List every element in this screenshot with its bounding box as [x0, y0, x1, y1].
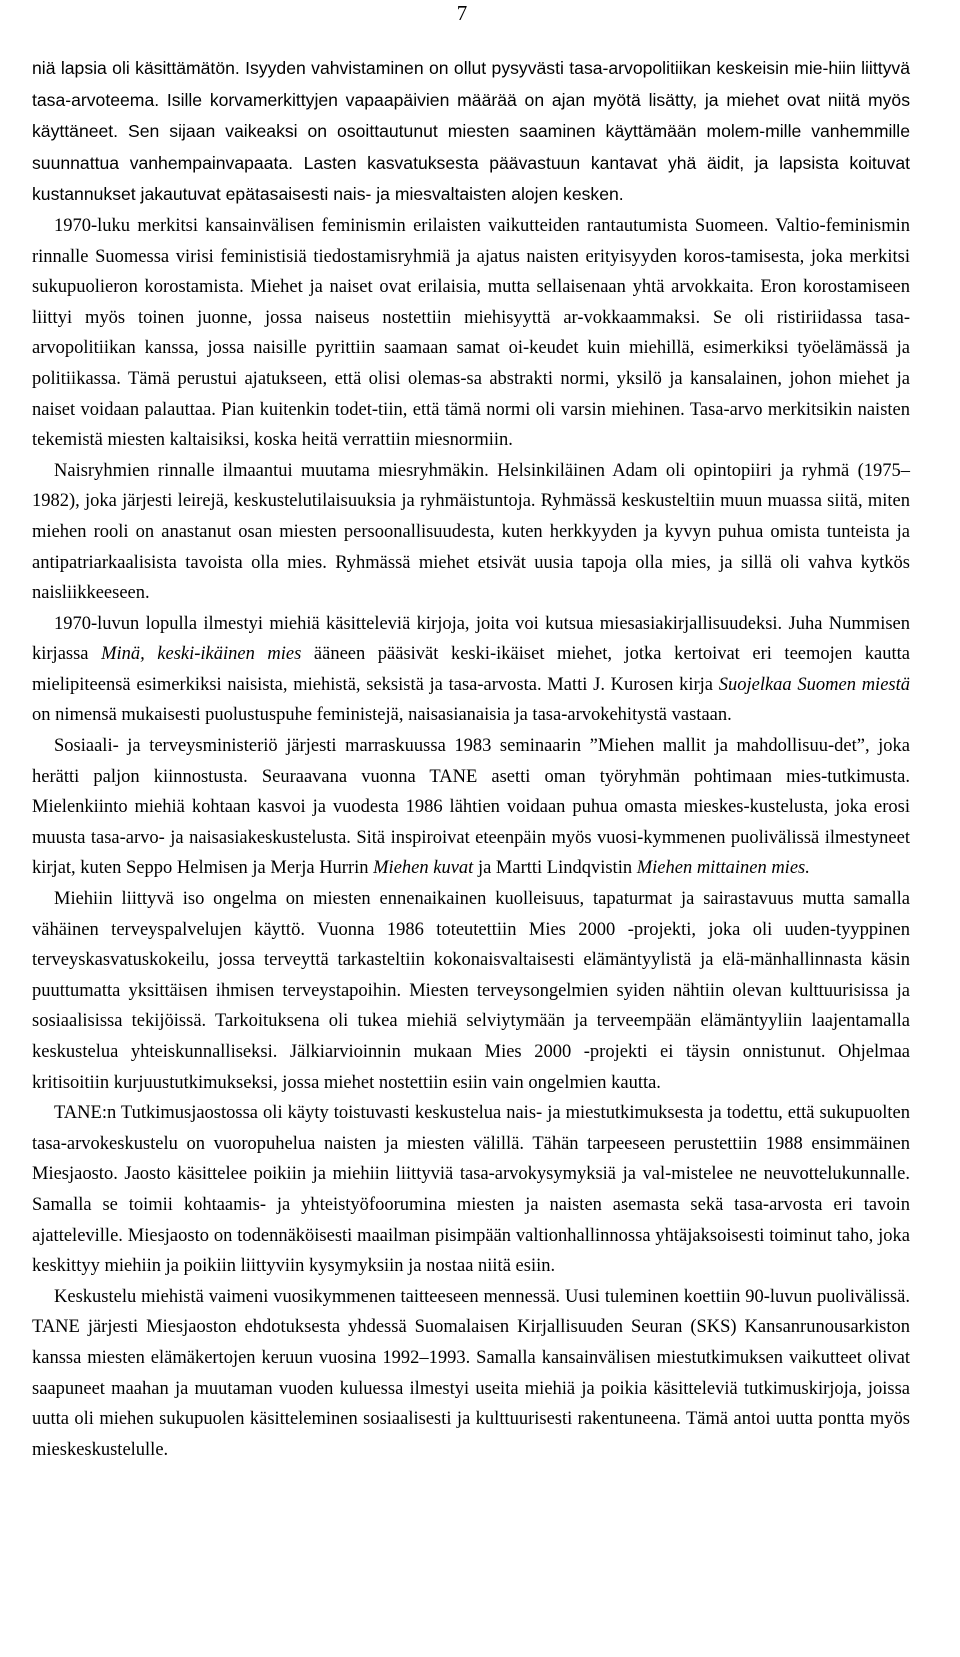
text-segment: TANE:n Tutkimusjaostossa oli käyty toistuvasti keskustelua nais- ja miestutkimuksesta ja todettu, että sukupuolten tasa-arvokeskustelu on vuoropuhelua naisten ja miesten välillä. Tähän tarpeeseen perustettiin 1988 ensimmäinen Miesjaosto. Jaosto käsittelee poikiin ja miehiin liittyviä tasa-arvokysymyksiä ja val-mistelee ne neuvottelukunnalle. Samalla se toimii kohtaamis- ja yhteistyöfoorumina miesten ja naisten asemasta sekä tasa-arvosta eri tavoin ajatteleville. Miesjaosto on todennäköisesti maailman pisimpään valtionhallinnossa yhtäjaksoisesti toiminut taho, joka keskittyy miehiin ja poikiin liittyviin kysymyksiin ja nostaa niitä esiin. [32, 1103, 910, 1277]
body-text [32, 53, 910, 1465]
paragraph-4 [32, 609, 910, 731]
paragraph-8 [32, 1282, 910, 1466]
paragraph-3 [32, 456, 910, 609]
book-title: Miehen mittainen mies. [636, 858, 810, 879]
paragraph-6 [32, 884, 910, 1098]
text-segment: Naisryhmien rinnalle ilmaantui muutama miesryhmäkin. Helsinkiläinen Adam oli opintopiiri ja ryhmä (1975–1982), joka järjesti leirejä, keskustelutilaisuuksia ja ryhmäistuntoja. Ryhmässä keskusteltiin muun muassa siitä, miten miehen rooli on anastanut osan miesten persoonallisuudesta, kuten herkkyyden ja kyvyn puhua omista tunteista ja antipatriarkaalisista tavoista olla mies. Ryhmässä miehet etsivät uusia tapoja olla mies, ja sillä oli vahva kytkös naisliikkeeseen. [32, 460, 910, 604]
text-segment: Sosiaali- ja terveysministeriö järjesti marraskuussa 1983 seminaarin ”Miehen mallit ja mahdollisuu-det”, joka herätti paljon kiinnostusta. Seuraavana vuonna TANE asetti oman työryhmän pohtimaan mies-tutkimusta. Mielenkiinto miehiä kohtaan kasvoi ja vuodesta 1986 lähtien voidaan puhua omasta mieskes-kustelusta, joka erosi muusta tasa-arvo- ja naisasiakeskustelusta. Sitä inspiroivat eteenpäin myös vuosi-kymmenen puolivälissä ilmestyneet kirjat, kuten Seppo Helmisen ja Merja Hurrin [32, 736, 910, 879]
text-segment: ja Martti Lindqvistin [473, 858, 637, 879]
text-segment: 1970-luku merkitsi kansainvälisen feminismin erilaisten vaikutteiden rantautumista Suomeen. Valtio-feminismin rinnalle Suomessa virisi feministisiä tiedostamisryhmiä ja ajatus naisten erityisyyden koros-tamisesta, joka merkitsi sukupuolieron korostamista. Miehet ja naiset ovat erilaisia, mutta sellaisenaan yhtä arvokkaita. Eron korostamiseen liittyi myös toinen juonne, jossa naiseus nostettiin miehisyyttä ar-vokkaammaksi. Se oli ristiriidassa tasa-arvopolitiikan kanssa, jossa naisille pyrittiin saamaan samat oi-keudet kuin miehillä, esimerkiksi työelämässä ja politiikassa. Tämä perustui ajatukseen, että olisi olemas-sa abstrakti normi, yksilö ja kansalainen, johon miehet ja naiset voidaan palauttaa. Pian kuitenkin todet-tiin, että tämä normi oli varsin miehinen. Tasa-arvo merkitsikin naisten tekemistä miesten kaltaisiksi, koska heitä verrattiin miesnormiin. [32, 215, 910, 451]
text-segment: Keskustelu miehistä vaimeni vuosikymmenen taitteeseen mennessä. Uusi tuleminen koettiin 90-luvun puolivälissä. TANE järjesti Miesjaoston ehdotuksesta yhdessä Suomalaisen Kirjallisuuden Seuran (SKS) Kansanrunousarkiston kanssa miesten elämäkertojen keruun vuosina 1992–1993. Samalla kansainvälisen miestutkimuksen vaikutteet olivat saapuneet maahan ja muutaman vuoden kuluessa ilmestyi useita miehiä ja poikia käsitteleviä tutkimuskirjoja, joissa uutta oli miehen sukupuolen käsitteleminen sosiaalisesti ja kulttuurisesti rakentuneena. Tämä antoi uutta pontta myös mieskeskustelulle. [32, 1286, 910, 1460]
page-number: 7 [456, 1, 468, 25]
book-title: Miehen kuvat [373, 858, 474, 879]
text-segment: on nimensä mukaisesti puolustuspuhe feministejä, naisasianaisia ja tasa-arvokehitystä vastaan. [32, 705, 732, 726]
text-segment: Sen sijaan vaikeaksi on osoittautunut miesten saaminen käyttämään molem-mille vanhemmille suunnattua vanhempainvapaata. Lasten kasvatuksesta päävastuun kantavat yhä äidit, ja lapsista koituvat kustannukset jakautuvat epätasaisesti nais- ja miesvaltaisten alojen kesken. [32, 121, 910, 205]
book-title: Minä, keski-ikäinen mies [101, 644, 302, 665]
text-segment: ääneen pääsivät keski-ikäiset miehet, jotka kertoivat eri teemojen kautta mielipiteensä esimerkiksi naisista, miehistä, seksistä ja tasa-arvosta. Matti J. Kurosen kirja [32, 644, 910, 695]
paragraph-5 [32, 731, 910, 884]
paragraph-7 [32, 1098, 910, 1282]
paragraph-1 [32, 53, 910, 211]
text-segment: Miehiin liittyvä iso ongelma on miesten ennenaikainen kuolleisuus, tapaturmat ja sairastavuus mutta samalla vähäinen terveyspalvelujen käyttö. Vuonna 1986 toteutettiin Mies 2000 -projekti, joka oli uuden-tyyppinen terveyskasvatuskokeilu, jossa terveyttä tarkasteltiin kokonaisvaltaisesti elämäntyylistä ja elä-mänhallinnasta käsin puuttumatta yksittäisen ihmisen terveystapoihin. Miesten terveysongelmien syiden nähtiin olevan kulttuurisissa ja sosiaalisissa tekijöissä. Tarkoituksena oli tukea miehiä selviytymään ja terveempään elämäntyyliin laajentamalla keskustelua yhteiskunnalliseksi. Jälkiarvioinnin mukaan Mies 2000 -projekti ei täysin onnistunut. Ohjelmaa kritisoitiin kurjuustutkimukseksi, jossa miehet nostettiin esiin vain ongelmien kautta. [32, 889, 910, 1093]
book-title: Suojelkaa Suomen miestä [718, 674, 910, 695]
text-segment: 1970-luvun lopulla ilmestyi miehiä käsitteleviä kirjoja, joita voi kutsua miesasiakirjallisuudeksi. Juha Nummisen kirjassa [32, 613, 910, 665]
text-segment: niä lapsia oli käsittämätön. Isyyden vahvistaminen on ollut pysyvästi tasa-arvopolitiikan keskeisin mie-hiin liittyvä tasa-arvoteema. Isille korvamerkittyjen vapaapäivien määrää on ajan myötä lisätty, ja miehet ovat niitä myös käyttäneet. [32, 58, 910, 142]
paragraph-2 [32, 211, 910, 456]
